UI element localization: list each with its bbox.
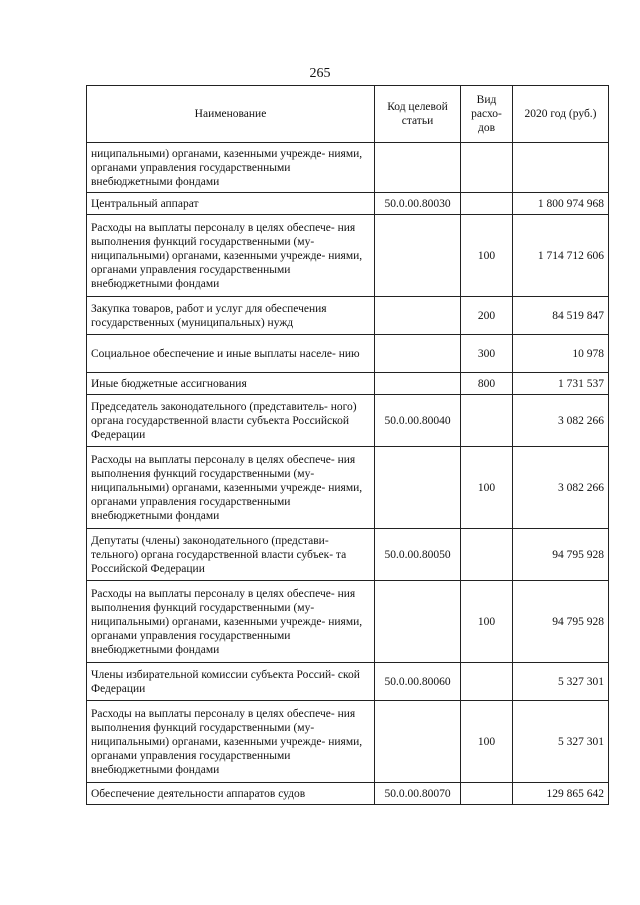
name-cell: Расходы на выплаты персоналу в целях обеспече- ния выполнения функций государственными (му- ниципальными) органами, казенными учрежде- ниями, органами управления государственными внебюджетными фондами xyxy=(87,447,375,529)
table-row xyxy=(87,529,609,581)
table-row xyxy=(87,297,609,335)
code-cell: 50.0.00.80050 xyxy=(375,529,461,581)
name-cell: Председатель законодательного (представитель- ного) органа государственной власти субъекта Российской Федерации xyxy=(87,395,375,447)
name-cell: Члены избирательной комиссии субъекта Россий- ской Федерации xyxy=(87,663,375,701)
type-cell: 300 xyxy=(461,335,513,373)
code-cell xyxy=(375,143,461,193)
type-cell xyxy=(461,529,513,581)
code-cell: 50.0.00.80030 xyxy=(375,193,461,215)
code-cell: 50.0.00.80060 xyxy=(375,663,461,701)
type-cell: 100 xyxy=(461,581,513,663)
type-cell: 100 xyxy=(461,447,513,529)
name-cell: Расходы на выплаты персоналу в целях обеспече- ния выполнения функций государственными (му- ниципальными) органами, казенными учрежде- ниями, органами управления государственными внебюджетными фондами xyxy=(87,581,375,663)
name-cell: ниципальными) органами, казенными учрежде- ниями, органами управления государственными внебюджетными фондами xyxy=(87,143,375,193)
amount-cell: 5 327 301 xyxy=(513,663,609,701)
table-row xyxy=(87,581,609,663)
amount-cell: 129 865 642 xyxy=(513,783,609,805)
amount-cell: 1 800 974 968 xyxy=(513,193,609,215)
code-cell: 50.0.00.80070 xyxy=(375,783,461,805)
table-row xyxy=(87,663,609,701)
table-row xyxy=(87,395,609,447)
name-cell: Депутаты (члены) законодательного (представи- тельного) органа государственной власти субъек- та Российской Федерации xyxy=(87,529,375,581)
amount-cell: 3 082 266 xyxy=(513,395,609,447)
header-type: Вид расхо- дов xyxy=(461,86,513,143)
type-cell xyxy=(461,783,513,805)
header-name: Наименование xyxy=(87,86,375,143)
amount-cell: 84 519 847 xyxy=(513,297,609,335)
name-cell: Социальное обеспечение и иные выплаты населе- нию xyxy=(87,335,375,373)
name-cell: Расходы на выплаты персоналу в целях обеспече- ния выполнения функций государственными (му- ниципальными) органами, казенными учрежде- ниями, органами управления государственными внебюджетными фондами xyxy=(87,701,375,783)
type-cell xyxy=(461,395,513,447)
table-body xyxy=(87,143,609,805)
code-cell: 50.0.00.80040 xyxy=(375,395,461,447)
name-cell: Центральный аппарат xyxy=(87,193,375,215)
name-cell: Закупка товаров, работ и услуг для обеспечения государственных (муниципальных) нужд xyxy=(87,297,375,335)
code-cell xyxy=(375,215,461,297)
table-row xyxy=(87,143,609,193)
type-cell xyxy=(461,663,513,701)
table-row xyxy=(87,783,609,805)
amount-cell xyxy=(513,143,609,193)
name-cell: Расходы на выплаты персоналу в целях обеспече- ния выполнения функций государственными (му- ниципальными) органами, казенными учрежде- ниями, органами управления государственными внебюджетными фондами xyxy=(87,215,375,297)
type-cell xyxy=(461,143,513,193)
amount-cell: 10 978 xyxy=(513,335,609,373)
code-cell xyxy=(375,581,461,663)
table-row xyxy=(87,335,609,373)
header-code: Код целевой статьи xyxy=(375,86,461,143)
amount-cell: 94 795 928 xyxy=(513,581,609,663)
type-cell xyxy=(461,193,513,215)
table-row xyxy=(87,215,609,297)
table-row xyxy=(87,373,609,395)
code-cell xyxy=(375,335,461,373)
name-cell: Иные бюджетные ассигнования xyxy=(87,373,375,395)
type-cell: 100 xyxy=(461,701,513,783)
code-cell xyxy=(375,447,461,529)
table-row xyxy=(87,447,609,529)
code-cell xyxy=(375,373,461,395)
type-cell: 100 xyxy=(461,215,513,297)
table-row xyxy=(87,193,609,215)
amount-cell: 1 714 712 606 xyxy=(513,215,609,297)
amount-cell: 94 795 928 xyxy=(513,529,609,581)
table-row xyxy=(87,701,609,783)
budget-table xyxy=(86,85,609,805)
code-cell xyxy=(375,297,461,335)
amount-cell: 5 327 301 xyxy=(513,701,609,783)
code-cell xyxy=(375,701,461,783)
amount-cell: 1 731 537 xyxy=(513,373,609,395)
header-amount: 2020 год (руб.) xyxy=(513,86,609,143)
type-cell: 800 xyxy=(461,373,513,395)
page-number: 265 xyxy=(309,66,331,81)
type-cell: 200 xyxy=(461,297,513,335)
table-header-row xyxy=(87,86,609,143)
name-cell: Обеспечение деятельности аппаратов судов xyxy=(87,783,375,805)
amount-cell: 3 082 266 xyxy=(513,447,609,529)
